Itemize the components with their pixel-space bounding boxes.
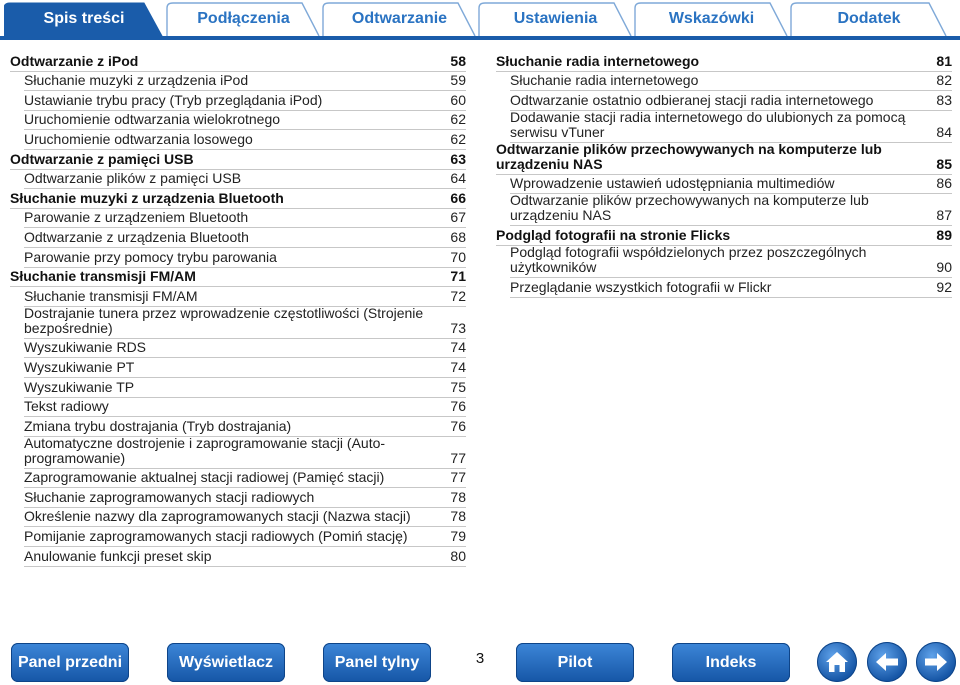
toc-entry-title: Określenie nazwy dla zaprogramowanych stacji (Nazwa stacji) bbox=[24, 508, 411, 525]
toc-heading[interactable] bbox=[10, 150, 466, 170]
toc-entry-page: 72 bbox=[450, 287, 466, 304]
toc-entry[interactable] bbox=[24, 547, 466, 567]
toc-entry-title: Parowanie z urządzeniem Bluetooth bbox=[24, 209, 249, 226]
home-icon bbox=[824, 650, 850, 674]
toc-entry[interactable] bbox=[24, 417, 466, 437]
toc-entry[interactable] bbox=[24, 287, 466, 307]
toc-entry[interactable] bbox=[24, 111, 466, 131]
toc-entry[interactable] bbox=[510, 108, 952, 143]
display-label: Wyświetlacz bbox=[179, 653, 273, 671]
toc-entry-page: 86 bbox=[936, 175, 952, 192]
toc-entry-page: 66 bbox=[450, 189, 466, 206]
toc-entry-title: Uruchomienie odtwarzania wielokrotnego bbox=[24, 111, 281, 128]
tab-tips[interactable] bbox=[634, 2, 789, 36]
toc-entry[interactable] bbox=[510, 72, 952, 92]
back-button[interactable] bbox=[867, 642, 907, 682]
toc-entry-page: 92 bbox=[936, 278, 952, 295]
rear-panel-button[interactable] bbox=[323, 643, 431, 682]
toc-entry-title: Odtwarzanie z pamięci USB bbox=[10, 150, 194, 167]
toc-entry-title: Słuchanie radia internetowego bbox=[496, 52, 700, 69]
rear-panel-label: Panel tylny bbox=[334, 653, 420, 671]
toc-entry[interactable] bbox=[24, 130, 466, 150]
toc-entry-title: Wyszukiwanie PT bbox=[24, 358, 135, 375]
toc-entry-page: 81 bbox=[936, 52, 952, 69]
toc-entry-title: Tekst radiowy bbox=[24, 398, 109, 415]
toc-entry-page: 75 bbox=[450, 378, 466, 395]
toc-entry-title: Odtwarzanie plików przechowywanych na komputerze lub urządzeniu NAS bbox=[510, 192, 869, 224]
toc-entry[interactable] bbox=[510, 243, 952, 278]
toc-entry-page: 80 bbox=[450, 547, 466, 564]
toc-entry[interactable] bbox=[24, 91, 466, 111]
toc-entry-page: 67 bbox=[450, 209, 466, 226]
page-number: 3 bbox=[475, 650, 485, 667]
toc-entry[interactable] bbox=[24, 488, 466, 508]
tab-label: Ustawienia bbox=[513, 10, 598, 27]
toc-entry[interactable] bbox=[510, 278, 952, 298]
toc-entry-page: 83 bbox=[936, 91, 952, 108]
index-button[interactable] bbox=[672, 643, 790, 682]
toc-entry-page: 78 bbox=[450, 508, 466, 525]
toc-entry-page: 82 bbox=[936, 72, 952, 89]
toc-entry-title: Dodawanie stacji radia internetowego do ulubionych za pomocą serwisu vTuner bbox=[510, 108, 906, 140]
toc-entry-title: Odtwarzanie plików z pamięci USB bbox=[24, 170, 242, 187]
toc-entry[interactable] bbox=[24, 378, 466, 398]
toc-entry-title: Przeglądanie wszystkich fotografii w Flickr bbox=[510, 278, 772, 295]
toc-entry[interactable] bbox=[24, 304, 466, 339]
tab-label: Dodatek bbox=[837, 10, 901, 27]
tab-label: Podłączenia bbox=[197, 10, 290, 27]
toc-heading[interactable] bbox=[10, 189, 466, 209]
remote-button[interactable] bbox=[516, 643, 634, 682]
toc-entry-title: Zmiana trybu dostrajania (Tryb dostrajania) bbox=[24, 417, 292, 434]
toc-entry-page: 63 bbox=[450, 150, 466, 167]
tab-underline bbox=[0, 36, 960, 40]
home-button[interactable] bbox=[817, 642, 857, 682]
toc-entry-title: Wyszukiwanie RDS bbox=[24, 339, 147, 356]
toc-entry-title: Pomijanie zaprogramowanych stacji radiowych (Pomiń stację) bbox=[24, 528, 408, 545]
toc-entry[interactable] bbox=[24, 527, 466, 547]
toc-right-column bbox=[496, 52, 952, 298]
tab-settings[interactable] bbox=[478, 2, 633, 36]
index-label: Indeks bbox=[705, 653, 757, 671]
toc-entry-title: Odtwarzanie ostatnio odbieranej stacji radia internetowego bbox=[510, 91, 874, 108]
toc-left-column bbox=[10, 52, 466, 567]
toc-entry[interactable] bbox=[510, 194, 952, 226]
toc-entry-page: 87 bbox=[936, 207, 952, 224]
toc-entry-title: Słuchanie transmisji FM/AM bbox=[24, 287, 198, 304]
toc-entry-page: 71 bbox=[450, 268, 466, 285]
toc-entry-page: 64 bbox=[450, 170, 466, 187]
toc-entry-page: 68 bbox=[450, 228, 466, 245]
toc-entry-title: Anulowanie funkcji preset skip bbox=[24, 547, 212, 564]
toc-entry-title: Wyszukiwanie TP bbox=[24, 378, 135, 395]
toc-entry[interactable] bbox=[24, 72, 466, 92]
toc-entry-page: 73 bbox=[450, 319, 466, 336]
toc-entry-page: 62 bbox=[450, 111, 466, 128]
tab-contents[interactable] bbox=[4, 2, 164, 36]
toc-entry[interactable] bbox=[24, 209, 466, 229]
toc-entry-page: 70 bbox=[450, 248, 466, 265]
toc-entry-title: Słuchanie muzyki z urządzenia iPod bbox=[24, 72, 249, 89]
toc-entry-page: 78 bbox=[450, 488, 466, 505]
toc-entry-title: Odtwarzanie z urządzenia Bluetooth bbox=[24, 228, 249, 245]
toc-entry-page: 89 bbox=[936, 226, 952, 243]
toc-entry[interactable] bbox=[24, 339, 466, 359]
toc-heading[interactable] bbox=[496, 140, 952, 175]
toc-entry[interactable] bbox=[24, 508, 466, 528]
toc-entry-page: 77 bbox=[450, 469, 466, 486]
toc-entry-title: Automatyczne dostrojenie i zaprogramowanie stacji (Auto-programowanie) bbox=[24, 434, 386, 466]
toc-entry[interactable] bbox=[24, 469, 466, 489]
toc-entry[interactable] bbox=[24, 248, 466, 268]
toc-entry-title: Słuchanie muzyki z urządzenia Bluetooth bbox=[10, 189, 284, 206]
toc-entry-title: Odtwarzanie z iPod bbox=[10, 52, 139, 69]
toc-entry-page: 76 bbox=[450, 398, 466, 415]
toc-entry-page: 76 bbox=[450, 417, 466, 434]
toc-entry-title: Podgląd fotografii na stronie Flicks bbox=[496, 226, 731, 243]
front-panel-button[interactable] bbox=[11, 643, 129, 682]
toc-entry-page: 84 bbox=[936, 123, 952, 140]
tab-bar bbox=[0, 0, 960, 42]
toc-entry-title: Słuchanie transmisji FM/AM bbox=[10, 268, 196, 285]
toc-entry-title: Słuchanie radia internetowego bbox=[510, 72, 699, 89]
toc-entry-title: Parowanie przy pomocy trybu parowania bbox=[24, 248, 277, 265]
toc-heading[interactable] bbox=[496, 52, 952, 72]
toc-entry-page: 62 bbox=[450, 130, 466, 147]
toc-entry-page: 90 bbox=[936, 258, 952, 275]
toc-entry-title: Wprowadzenie ustawień udostępniania multimediów bbox=[510, 175, 835, 192]
forward-button[interactable] bbox=[916, 642, 956, 682]
tab-appendix[interactable] bbox=[790, 2, 948, 36]
tab-label: Wskazówki bbox=[668, 10, 755, 27]
display-button[interactable] bbox=[167, 643, 285, 682]
front-panel-label: Panel przedni bbox=[17, 653, 123, 671]
toc-entry-title: Uruchomienie odtwarzania losowego bbox=[24, 130, 253, 147]
toc-entry-title: Ustawianie trybu pracy (Tryb przeglądania iPod) bbox=[24, 91, 323, 108]
arrow-left-icon bbox=[874, 651, 900, 673]
toc-entry-page: 77 bbox=[450, 449, 466, 466]
tab-label: Odtwarzanie bbox=[351, 10, 448, 27]
tab-connections[interactable] bbox=[166, 2, 321, 36]
toc-entry[interactable] bbox=[510, 91, 952, 111]
toc-entry-page: 85 bbox=[936, 155, 952, 172]
toc-entry[interactable] bbox=[24, 398, 466, 418]
toc-entry-title: Zaprogramowanie aktualnej stacji radiowej (Pamięć stacji) bbox=[24, 469, 385, 486]
toc-entry-title: Dostrajanie tunera przez wprowadzenie częstotliwości (Strojenie bezpośrednie) bbox=[24, 304, 424, 336]
toc-heading[interactable] bbox=[10, 52, 466, 72]
toc-entry-page: 74 bbox=[450, 339, 466, 356]
toc-entry[interactable] bbox=[24, 228, 466, 248]
toc-entry-page: 58 bbox=[450, 52, 466, 69]
toc-entry[interactable] bbox=[24, 434, 466, 469]
toc-entry-page: 59 bbox=[450, 72, 466, 89]
toc-entry-title: Słuchanie zaprogramowanych stacji radiowych bbox=[24, 488, 315, 505]
toc-entry-page: 74 bbox=[450, 358, 466, 375]
tab-playback[interactable] bbox=[322, 2, 477, 36]
toc-entry-title: Odtwarzanie plików przechowywanych na komputerze lub urządzeniu NAS bbox=[496, 140, 882, 172]
toc-entry-page: 79 bbox=[450, 528, 466, 545]
remote-label: Pilot bbox=[557, 653, 593, 671]
toc-entry-page: 60 bbox=[450, 91, 466, 108]
arrow-right-icon bbox=[923, 651, 949, 673]
toc-entry-title: Podgląd fotografii współdzielonych przez poszczególnych użytkowników bbox=[510, 243, 867, 275]
toc-entry[interactable] bbox=[24, 170, 466, 190]
toc-heading[interactable] bbox=[10, 268, 466, 288]
tab-label: Spis treści bbox=[43, 10, 125, 27]
toc-entry[interactable] bbox=[24, 358, 466, 378]
